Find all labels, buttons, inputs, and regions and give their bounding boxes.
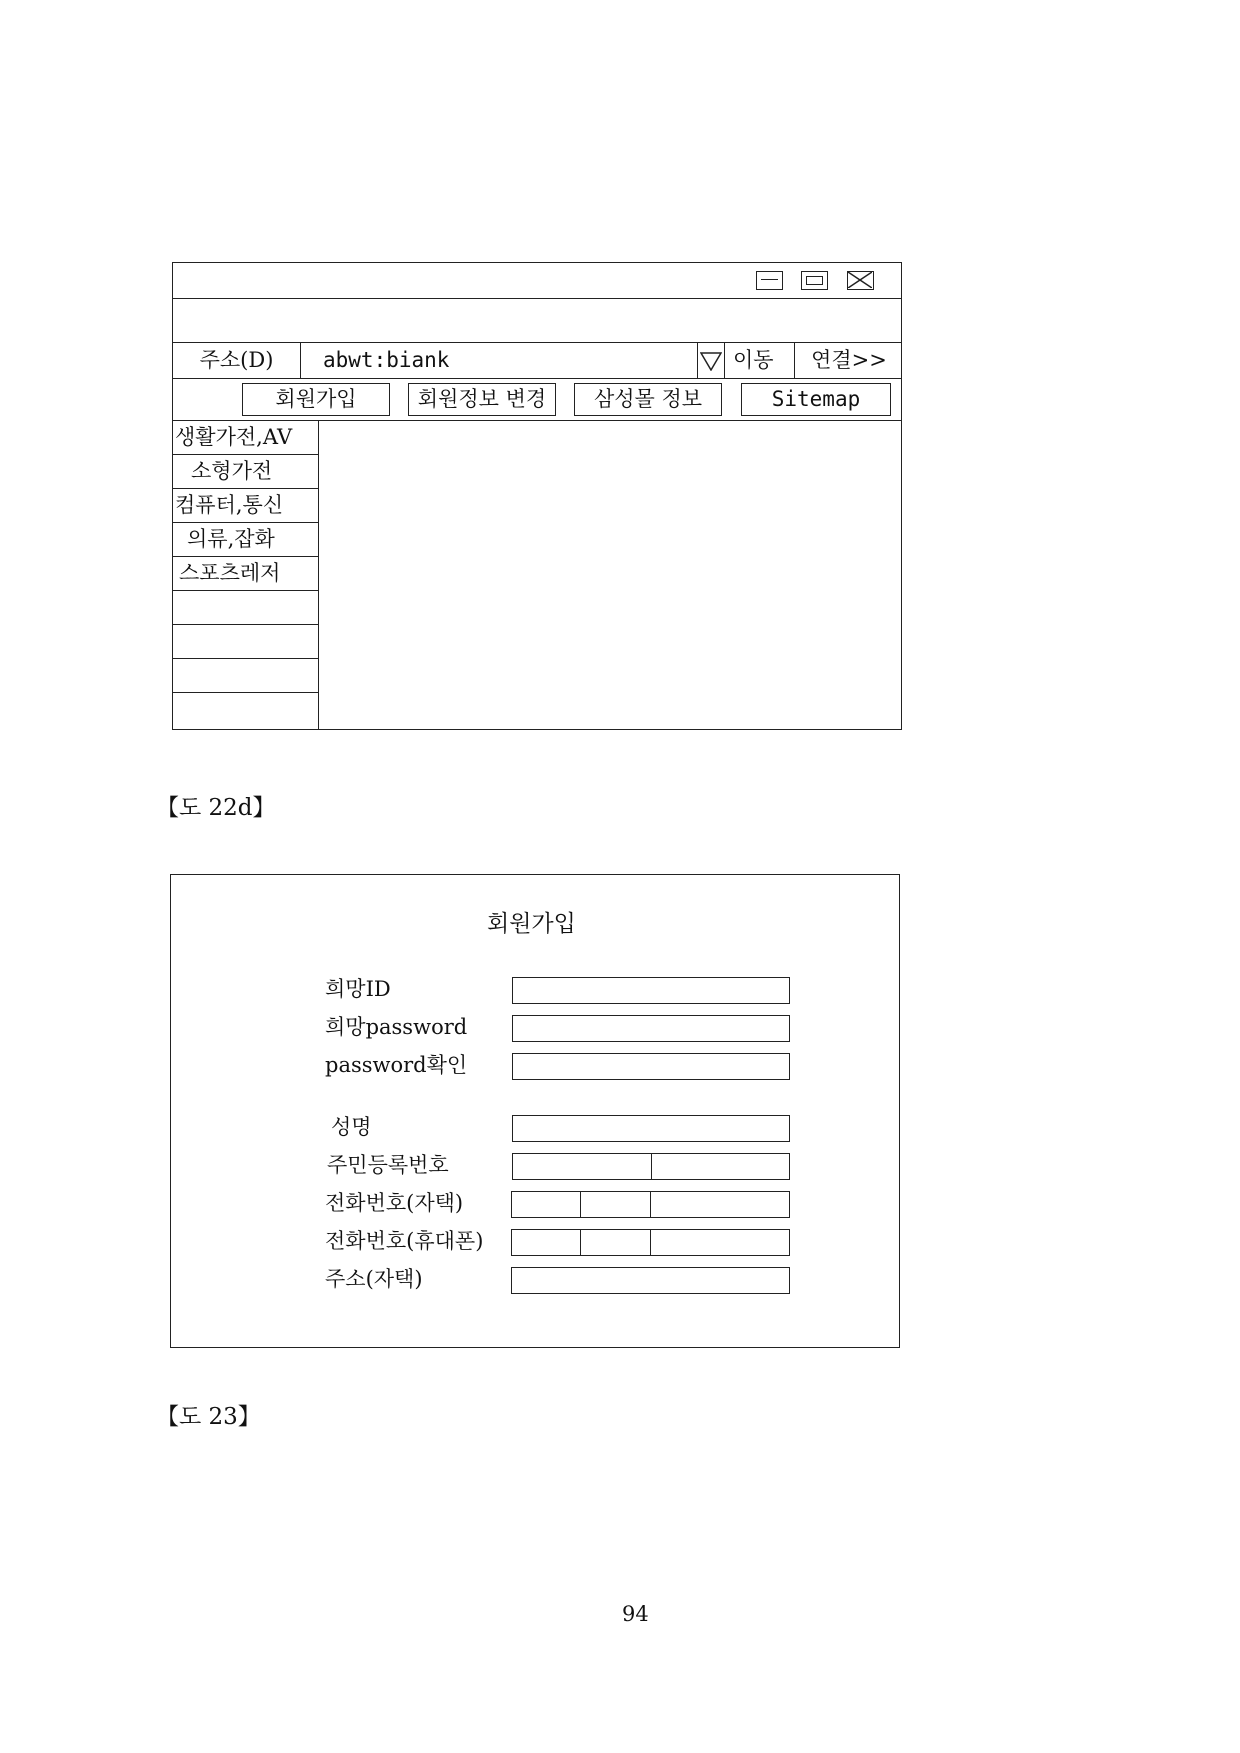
field-label: 전화번호(자택): [325, 1191, 464, 1215]
links-button[interactable]: 연결>>: [811, 348, 887, 372]
tab-samsung-mall-info[interactable]: 삼성몰 정보: [574, 383, 722, 416]
sidebar-item-sports-leisure[interactable]: 스포츠레저: [173, 557, 319, 591]
address-bar: [173, 343, 901, 379]
close-button[interactable]: [847, 271, 874, 290]
address-dropdown-button[interactable]: [697, 343, 725, 378]
password-confirm-input[interactable]: [512, 1053, 790, 1080]
sidebar-item-computer-telecom[interactable]: 컴퓨터,통신: [173, 489, 319, 523]
figure-caption: 【도 23】: [156, 1404, 261, 1430]
tab-signup[interactable]: 회원가입: [242, 383, 390, 416]
field-label: 희망ID: [325, 977, 391, 1001]
title-bar: [173, 263, 901, 299]
triangle-down-icon: [700, 351, 722, 371]
sidebar-item-small-appliance[interactable]: 소형가전: [173, 455, 319, 489]
sidebar-item-empty[interactable]: [173, 659, 319, 693]
sidebar-item-empty[interactable]: [173, 693, 319, 729]
mobile-phone-input[interactable]: [511, 1229, 790, 1256]
figure-caption: 【도 22d】: [156, 795, 276, 821]
sidebar: [173, 421, 319, 729]
field-divider: [580, 1230, 581, 1255]
resident-number-input[interactable]: [512, 1153, 790, 1180]
maximize-icon: [806, 276, 823, 285]
field-label: 희망password: [325, 1015, 468, 1039]
address-label: 주소(D): [173, 343, 301, 378]
field-divider: [650, 1230, 651, 1255]
field-label: password확인: [325, 1053, 468, 1077]
nav-tabs: [173, 379, 901, 421]
desired-password-input[interactable]: [512, 1015, 790, 1042]
field-divider: [650, 1192, 651, 1217]
page-number: 94: [622, 1602, 649, 1626]
home-phone-input[interactable]: [511, 1191, 790, 1218]
field-label: 주민등록번호: [327, 1153, 449, 1177]
content-area: [319, 421, 901, 729]
maximize-button[interactable]: [801, 271, 828, 290]
field-divider: [580, 1192, 581, 1217]
field-divider: [651, 1154, 652, 1179]
close-icon: [848, 272, 872, 288]
tab-member-info-change[interactable]: 회원정보 변경: [408, 383, 556, 416]
field-label: 전화번호(휴대폰): [325, 1229, 484, 1253]
sidebar-item-empty[interactable]: [173, 625, 319, 659]
field-label: 성명: [331, 1115, 372, 1139]
sidebar-item-home-appliance-av[interactable]: 생활가전,AV: [173, 421, 319, 455]
form-title: 회원가입: [487, 911, 576, 937]
sidebar-item-empty[interactable]: [173, 591, 319, 625]
signup-form-panel: [170, 874, 900, 1348]
sidebar-item-clothing-goods[interactable]: 의류,잡화: [173, 523, 319, 557]
address-input[interactable]: abwt:biank: [323, 348, 450, 372]
desired-id-input[interactable]: [512, 977, 790, 1004]
minimize-button[interactable]: [756, 271, 783, 290]
browser-window: [172, 262, 902, 730]
home-address-input[interactable]: [511, 1267, 790, 1294]
field-label: 주소(자택): [325, 1267, 423, 1291]
minimize-icon: [761, 279, 778, 280]
name-input[interactable]: [512, 1115, 790, 1142]
go-button[interactable]: 이동: [725, 343, 795, 378]
tab-sitemap[interactable]: Sitemap: [741, 383, 891, 416]
toolbar: [173, 299, 901, 343]
